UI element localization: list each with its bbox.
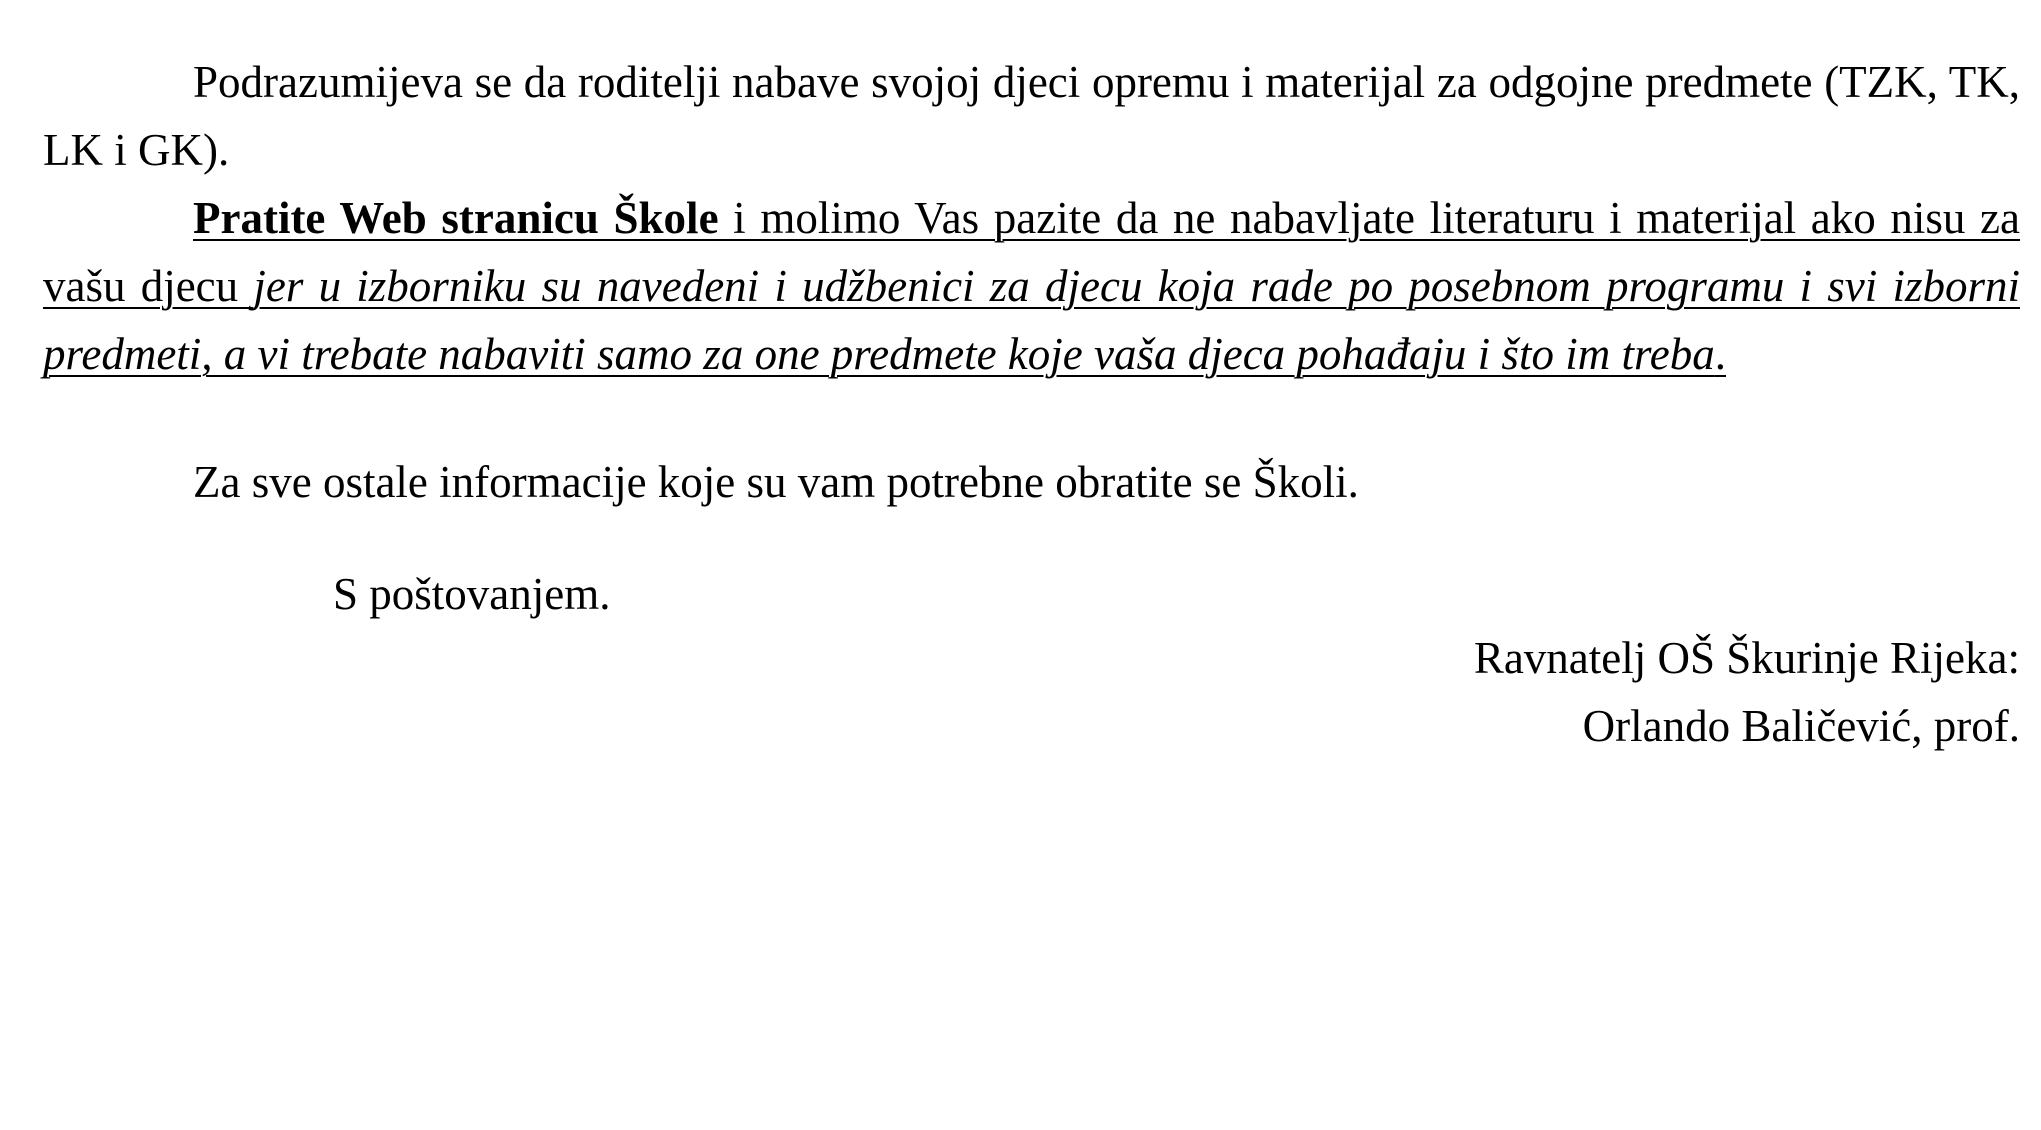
paragraph-website-notice <box>43 184 2020 388</box>
paragraph-contact-text: Za sve ostale informacije koje su vam potrebne obratite se Školi. <box>193 457 1359 507</box>
paragraph-contact <box>43 448 2020 516</box>
closing-salutation: S poštovanjem. <box>333 569 611 619</box>
paragraph-equipment <box>43 48 2020 184</box>
website-notice-italic: jer u izborniku su navedeni i udžbenici za djecu koja rade po posebnom programu i svi izborni predmeti, a vi trebate nabaviti samo za one predmete koje vaša djeca pohađaju i što im treba <box>43 261 2020 379</box>
signature-block <box>1120 624 2020 760</box>
paragraph-equipment-text: Podrazumijeva se da roditelji nabave svojoj djeci opremu i materijal za odgojne predmete (TZK, TK, LK i GK). <box>43 57 2020 175</box>
website-notice-bold: Pratite Web stranicu Škole <box>193 193 719 243</box>
website-notice-end: . <box>1714 329 1727 379</box>
signature-title: Ravnatelj OŠ Škurinje Rijeka: <box>1473 633 2020 683</box>
website-notice-regular: i molimo Vas pazite da ne nabavljate literaturu i materijal ako nisu za vašu djecu <box>43 193 2021 311</box>
signature-name: Orlando Baličević, prof. <box>1582 701 2020 751</box>
